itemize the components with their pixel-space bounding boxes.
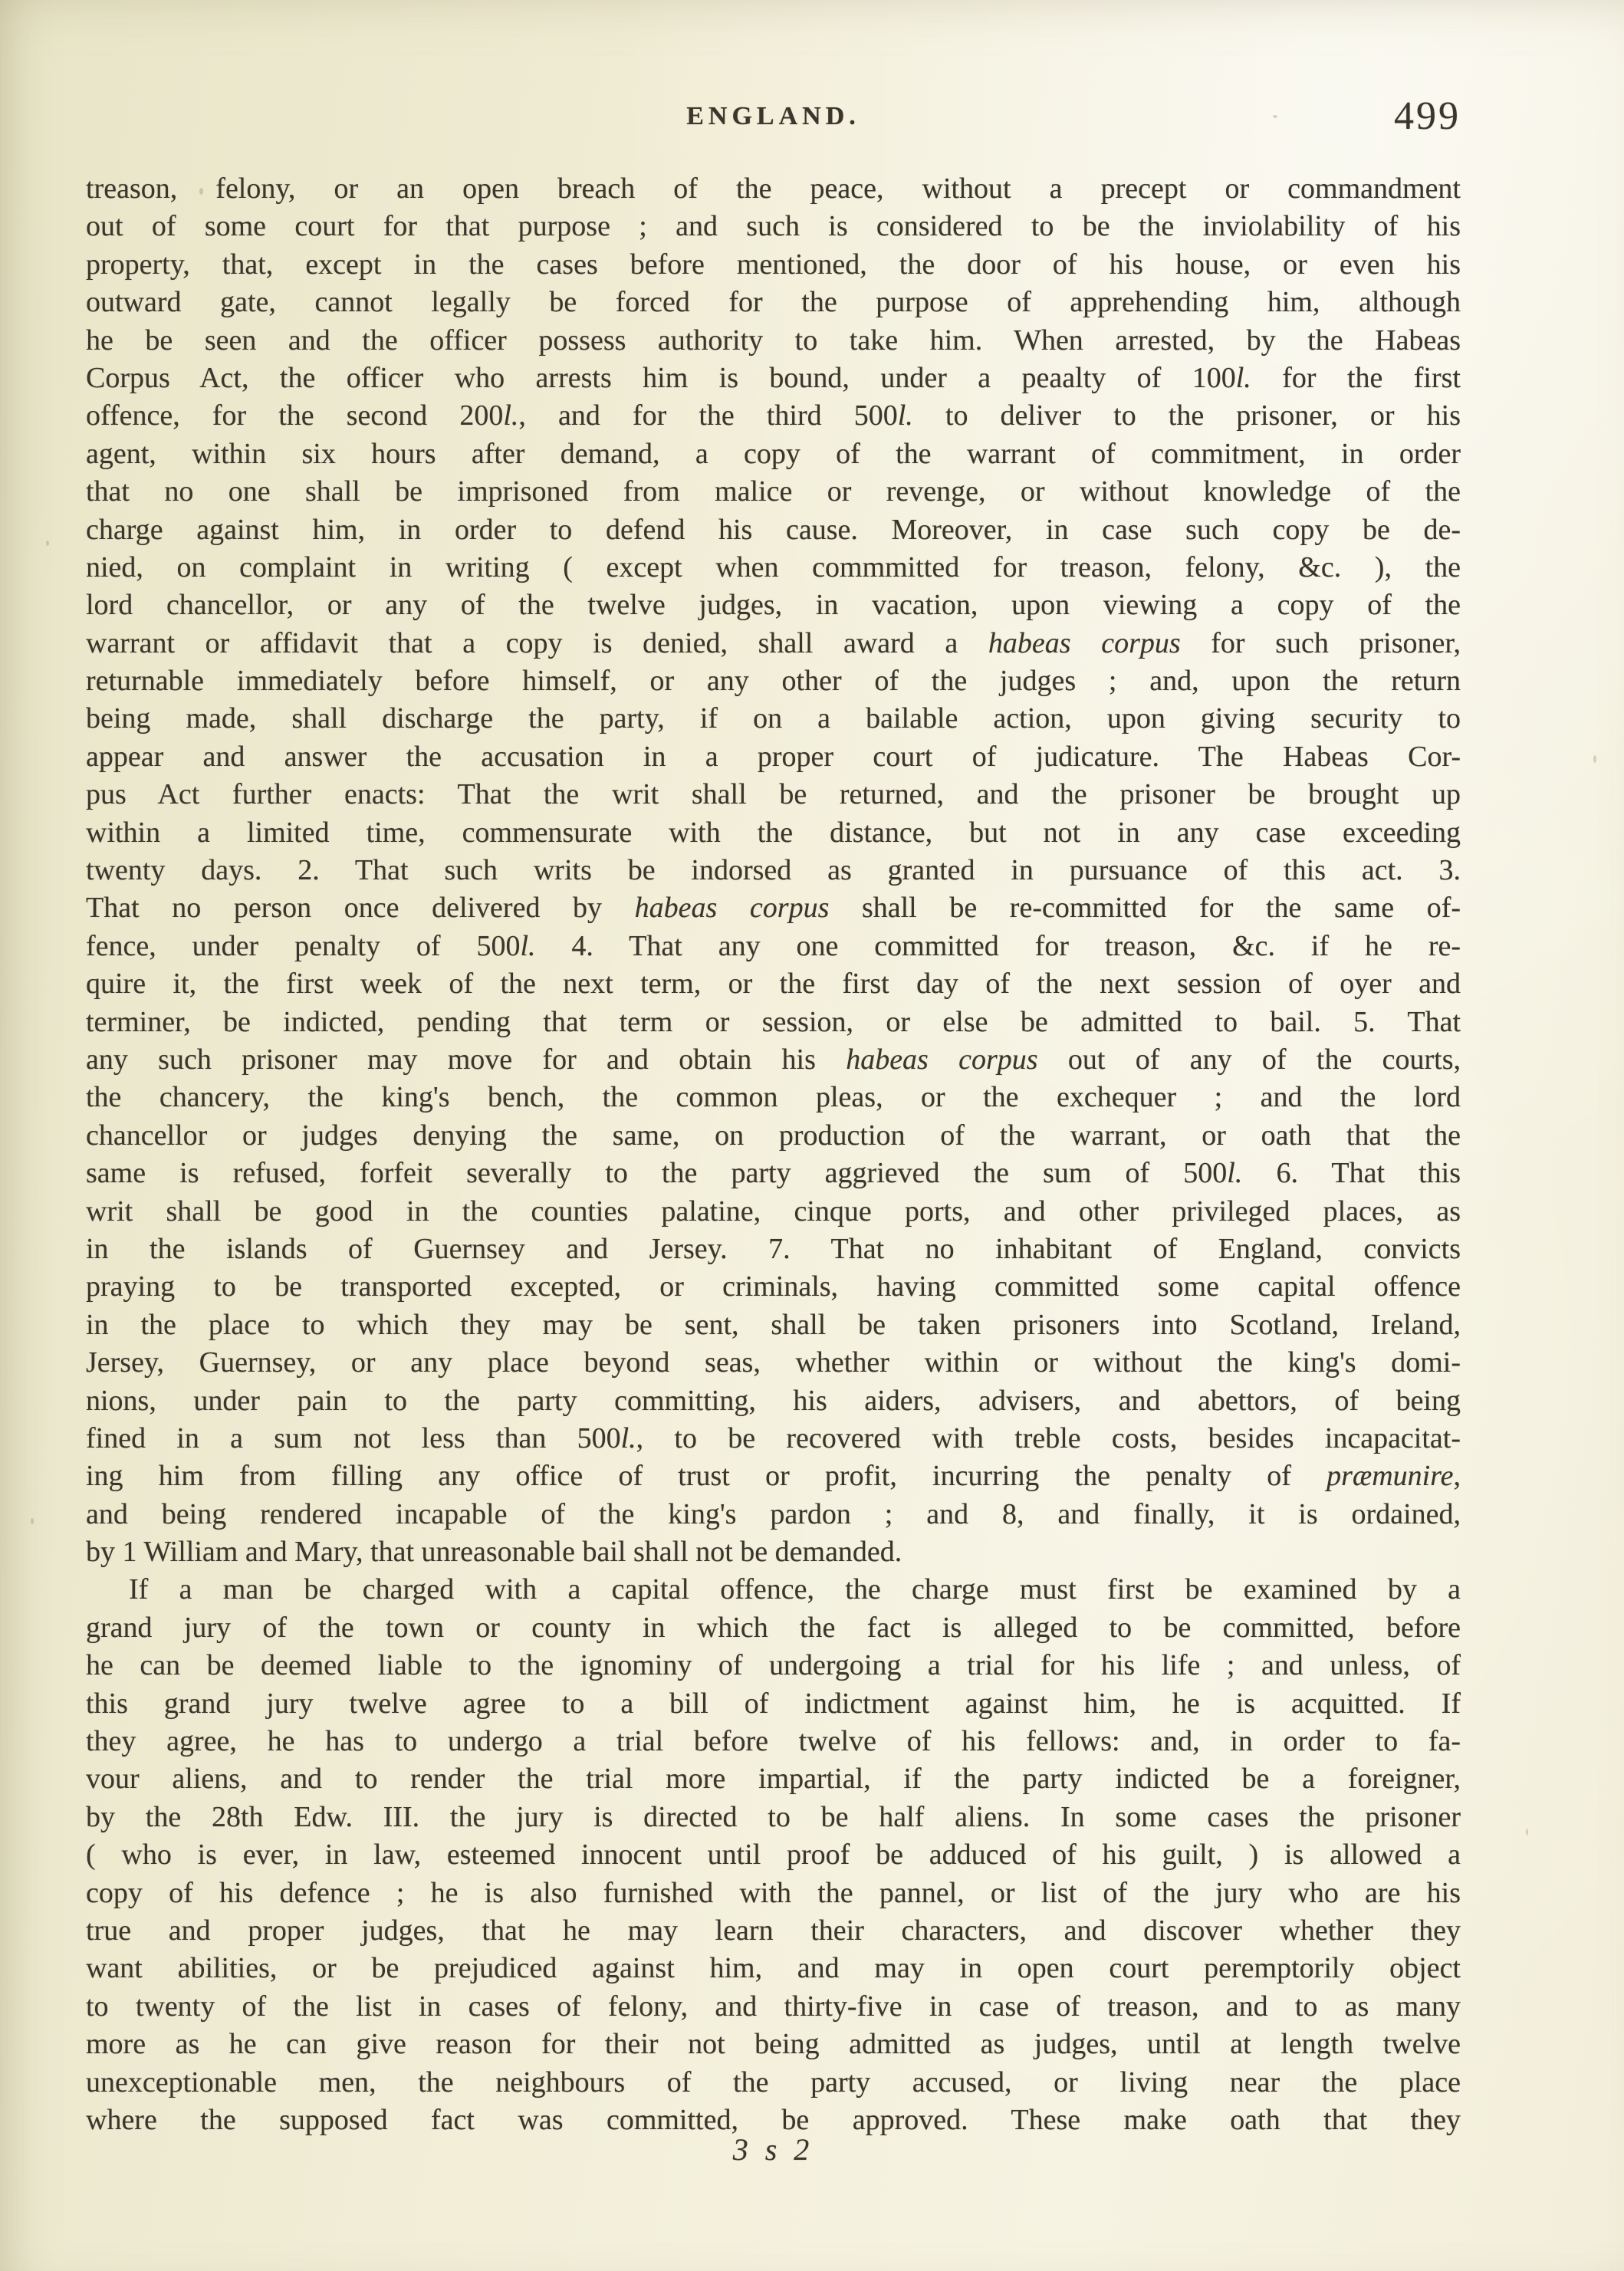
page-number: 499 xyxy=(1394,94,1461,138)
text-line: Jersey, Guernsey, or any place beyond seas, whether within or without the king's domi- xyxy=(86,1346,1461,1379)
text-line: outward gate, cannot legally be forced for the purpose of apprehending him, although xyxy=(86,286,1461,319)
text-line: being made, shall discharge the party, if on a bailable action, upon giving security to xyxy=(86,702,1461,735)
text-line: they agree, he has to undergo a trial before twelve of his fellows: and, in order to fa- xyxy=(86,1725,1461,1758)
text-line: twenty days. 2. That such writs be indorsed as granted in pursuance of this act. 3. xyxy=(86,854,1461,887)
text-line: If a man be charged with a capital offence, the charge must first be examined by a xyxy=(129,1573,1461,1606)
text-line: fined in a sum not less than 500l., to be recovered with treble costs, besides incapacitat- xyxy=(86,1421,1461,1454)
text-line: praying to be transported excepted, or criminals, having committed some capital offence xyxy=(86,1270,1461,1303)
text-line: unexceptionable men, the neighbours of the party accused, or living near the place xyxy=(86,2066,1461,2098)
text-line: in the islands of Guernsey and Jersey. 7. That no inhabitant of England, convicts xyxy=(86,1232,1461,1265)
text-line: same is refused, forfeit severally to the party aggrieved the sum of 500l. 6. That this xyxy=(86,1157,1461,1190)
text-line: ( who is ever, in law, esteemed innocent until proof be adduced of his guilt, ) is allowed a xyxy=(86,1839,1461,1872)
text-line: writ shall be good in the counties palatine, cinque ports, and other privileged places, as xyxy=(86,1195,1461,1228)
text-line: vour aliens, and to render the trial more impartial, if the party indicted be a foreigner, xyxy=(86,1763,1461,1796)
text-line: more as he can give reason for their not being admitted as judges, until at length twelve xyxy=(86,2028,1461,2061)
text-line: quire it, the first week of the next term, or the first day of the next session of oyer and xyxy=(86,968,1461,1001)
paper-speck xyxy=(1526,1829,1528,1836)
text-line: agent, within six hours after demand, a copy of the warrant of commitment, in order xyxy=(86,437,1461,470)
text-line: in the place to which they may be sent, shall be taken prisoners into Scotland, Ireland, xyxy=(86,1308,1461,1341)
text-line: true and proper judges, that he may learn their characters, and discover whether they xyxy=(86,1914,1461,1947)
text-line: pus Act further enacts: That the writ shall be returned, and the prisoner be brought up xyxy=(86,778,1461,811)
paper-speck xyxy=(31,1518,34,1524)
text-line: warrant or affidavit that a copy is denied, shall award a habeas corpus for such prisoner, xyxy=(86,626,1461,659)
text-line: within a limited time, commensurate with the distance, but not in any case exceeding xyxy=(86,816,1461,849)
text-line: copy of his defence ; he is also furnished with the pannel, or list of the jury who are his xyxy=(86,1876,1461,1909)
text-line: terminer, be indicted, pending that term or session, or else be admitted to bail. 5. That xyxy=(86,1005,1461,1038)
paper-speck xyxy=(1593,755,1596,763)
text-line: lord chancellor, or any of the twelve judges, in vacation, upon viewing a copy of the xyxy=(86,589,1461,622)
text-line: That no person once delivered by habeas corpus shall be re-committed for the same of- xyxy=(86,892,1461,925)
text-line: any such prisoner may move for and obtain his habeas corpus out of any of the courts, xyxy=(86,1043,1461,1076)
text-line: by 1 William and Mary, that unreasonable bail shall not be demanded. xyxy=(86,1536,902,1569)
text-line: the chancery, the king's bench, the common pleas, or the exchequer ; and the lord xyxy=(86,1081,1461,1114)
running-title: ENGLAND. xyxy=(686,102,860,130)
text-line: treason, felony, or an open breach of the peace, without a precept or commandment xyxy=(86,173,1461,205)
paper-speck xyxy=(199,188,203,195)
text-line: offence, for the second 200l., and for the third 500l. to deliver to the prisoner, or his xyxy=(86,399,1461,432)
text-line: he can be deemed liable to the ignominy of undergoing a trial for his life ; and unless, of xyxy=(86,1649,1461,1682)
text-line: grand jury of the town or county in which the fact is alleged to be committed, before xyxy=(86,1611,1461,1644)
text-line: want abilities, or be prejudiced against him, and may in open court peremptorily object xyxy=(86,1952,1461,1985)
text-line: this grand jury twelve agree to a bill of indictment against him, he is acquitted. If xyxy=(86,1687,1461,1720)
text-line: appear and answer the accusation in a proper court of judicature. The Habeas Cor- xyxy=(86,740,1461,773)
paper-speck xyxy=(46,541,49,546)
text-line: ing him from filling any office of trust or profit, incurring the penalty of præmunire, xyxy=(86,1460,1461,1493)
paper-speck xyxy=(1273,115,1277,118)
text-line: returnable immediately before himself, or any other of the judges ; and, upon the return xyxy=(86,665,1461,698)
text-line: fence, under penalty of 500l. 4. That any one committed for treason, &c. if he re- xyxy=(86,929,1461,962)
text-line: and being rendered incapable of the king's pardon ; and 8, and finally, it is ordained, xyxy=(86,1497,1461,1530)
text-line: nied, on complaint in writing ( except when commmitted for treason, felony, &c. ), the xyxy=(86,550,1461,583)
text-line: he be seen and the officer possess authority to take him. When arrested, by the Habeas xyxy=(86,324,1461,357)
signature-mark: 3 s 2 xyxy=(732,2132,814,2167)
text-line: charge against him, in order to defend his cause. Moreover, in case such copy be de- xyxy=(86,513,1461,546)
text-line: by the 28th Edw. III. the jury is directed to be half aliens. In some cases the prisoner xyxy=(86,1800,1461,1833)
text-line: Corpus Act, the officer who arrests him is bound, under a peaalty of 100l. for the first xyxy=(86,361,1461,394)
text-line: property, that, except in the cases before mentioned, the door of his house, or even his xyxy=(86,248,1461,281)
text-line: to twenty of the list in cases of felony, and thirty-five in case of treason, and to as many xyxy=(86,1990,1461,2023)
text-line: out of some court for that purpose ; and such is considered to be the inviolability of his xyxy=(86,210,1461,243)
text-line: chancellor or judges denying the same, on production of the warrant, or oath that the xyxy=(86,1119,1461,1152)
text-line: where the supposed fact was committed, be approved. These make oath that they xyxy=(86,2103,1461,2136)
text-line: nions, under pain to the party committing, his aiders, advisers, and abettors, of being xyxy=(86,1384,1461,1417)
text-line: that no one shall be imprisoned from malice or revenge, or without knowledge of the xyxy=(86,475,1461,508)
body-text xyxy=(86,170,1461,2139)
